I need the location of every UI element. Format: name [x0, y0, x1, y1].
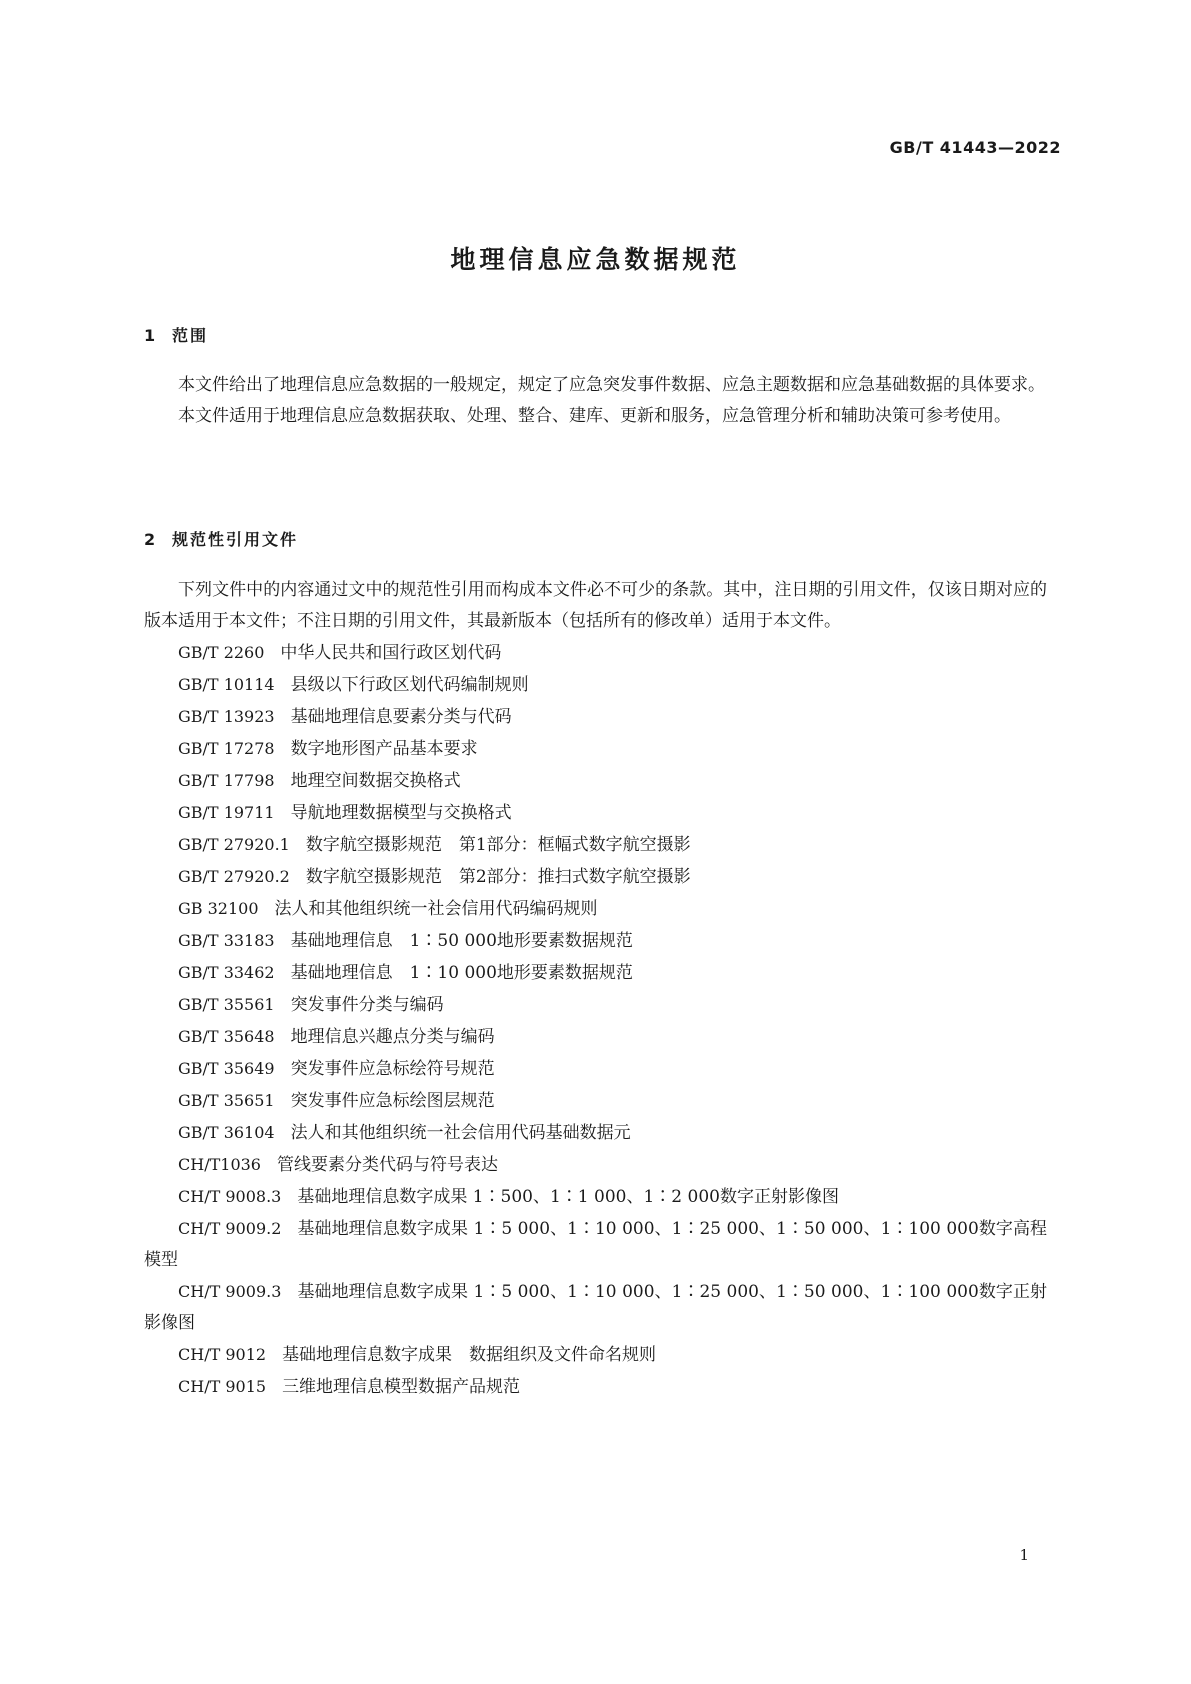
- reference-title: 突发事件应急标绘图层规范: [290, 1091, 495, 1111]
- reference-title: 基础地理信息数字成果 数据组织及文件命名规则: [282, 1345, 657, 1365]
- reference-item: [144, 1117, 1047, 1149]
- reference-code: GB/T 17798: [178, 771, 275, 790]
- reference-title: 地理信息兴趣点分类与编码: [290, 1027, 495, 1047]
- reference-item: [144, 1276, 1047, 1339]
- reference-item: [144, 925, 1047, 957]
- reference-code: GB/T 19711: [178, 803, 275, 822]
- reference-code: GB/T 33183: [178, 931, 275, 950]
- reference-title: 基础地理信息数字成果 1∶5 000、1∶10 000、1∶25 000、1∶50 000、1∶100 000数字正射影像图: [144, 1282, 1047, 1333]
- reference-item: [144, 957, 1047, 989]
- reference-code: GB/T 27920.2: [178, 867, 290, 886]
- reference-title: 基础地理信息 1∶50 000地形要素数据规范: [290, 931, 633, 951]
- reference-code: GB/T 27920.1: [178, 835, 290, 854]
- reference-code: GB/T 13923: [178, 707, 275, 726]
- reference-item: [144, 1181, 1047, 1213]
- page-number: 1: [1019, 1546, 1029, 1564]
- section-1-heading: [144, 323, 208, 346]
- section-title: 规范性引用文件: [172, 530, 299, 549]
- reference-title: 县级以下行政区划代码编制规则: [290, 675, 529, 695]
- reference-title: 法人和其他组织统一社会信用代码编码规则: [274, 899, 598, 919]
- reference-list: [144, 637, 1047, 1403]
- reference-code: CH/T 9008.3: [178, 1187, 282, 1206]
- reference-title: 突发事件应急标绘符号规范: [290, 1059, 495, 1079]
- reference-title: 基础地理信息数字成果 1∶500、1∶1 000、1∶2 000数字正射影像图: [297, 1187, 839, 1207]
- reference-item: [144, 797, 1047, 829]
- reference-title: 数字航空摄影规范 第1部分：框幅式数字航空摄影: [305, 835, 691, 855]
- standard-code: GB/T 41443—2022: [889, 138, 1061, 157]
- section-1-body: [144, 370, 1047, 432]
- section-number: 2: [144, 530, 158, 549]
- reference-code: CH/T 9012: [178, 1345, 267, 1364]
- reference-item: [144, 637, 1047, 669]
- scope-paragraph-1: 本文件给出了地理信息应急数据的一般规定，规定了应急突发事件数据、应急主题数据和应急基础数据的具体要求。: [178, 375, 1045, 395]
- reference-code: CH/T 9015: [178, 1377, 267, 1396]
- reference-code: GB/T 36104: [178, 1123, 275, 1142]
- section-2-body: [144, 575, 1047, 1403]
- reference-title: 法人和其他组织统一社会信用代码基础数据元: [290, 1123, 631, 1143]
- reference-item: [144, 989, 1047, 1021]
- reference-item: [144, 893, 1047, 925]
- reference-code: CH/T 9009.2: [178, 1219, 282, 1238]
- reference-title: 导航地理数据模型与交换格式: [290, 803, 512, 823]
- reference-code: GB/T 35648: [178, 1027, 275, 1046]
- reference-item: [144, 1021, 1047, 1053]
- reference-item: [144, 733, 1047, 765]
- reference-title: 管线要素分类代码与符号表达: [276, 1155, 498, 1175]
- reference-title: 中华人民共和国行政区划代码: [280, 643, 502, 663]
- section-title: 范围: [172, 326, 209, 345]
- reference-item: [144, 1339, 1047, 1371]
- reference-title: 基础地理信息数字成果 1∶5 000、1∶10 000、1∶25 000、1∶50 000、1∶100 000数字高程模型: [144, 1219, 1047, 1270]
- section-number: 1: [144, 326, 158, 345]
- reference-item: [144, 1149, 1047, 1181]
- reference-title: 基础地理信息 1∶10 000地形要素数据规范: [290, 963, 633, 983]
- references-intro: 下列文件中的内容通过文中的规范性引用而构成本文件必不可少的条款。其中，注日期的引用文件，仅该日期对应的版本适用于本文件；不注日期的引用文件，其最新版本（包括所有的修改单）适用于本文件。: [144, 580, 1047, 631]
- reference-code: CH/T 9009.3: [178, 1282, 282, 1301]
- reference-item: [144, 701, 1047, 733]
- reference-code: GB/T 2260: [178, 643, 265, 662]
- reference-item: [144, 829, 1047, 861]
- reference-code: GB/T 33462: [178, 963, 275, 982]
- reference-title: 基础地理信息要素分类与代码: [290, 707, 512, 727]
- reference-item: [144, 1085, 1047, 1117]
- reference-item: [144, 1053, 1047, 1085]
- reference-item: [144, 669, 1047, 701]
- reference-code: GB/T 17278: [178, 739, 275, 758]
- reference-code: GB/T 35561: [178, 995, 275, 1014]
- reference-code: CH/T1036: [178, 1155, 261, 1174]
- reference-item: [144, 765, 1047, 797]
- scope-paragraph-2: 本文件适用于地理信息应急数据获取、处理、整合、建库、更新和服务，应急管理分析和辅助决策可参考使用。: [178, 406, 1011, 426]
- reference-item: [144, 861, 1047, 893]
- reference-code: GB 32100: [178, 899, 259, 918]
- reference-title: 突发事件分类与编码: [290, 995, 444, 1015]
- reference-item: [144, 1213, 1047, 1276]
- reference-title: 地理空间数据交换格式: [290, 771, 461, 791]
- reference-item: [144, 1371, 1047, 1403]
- document-title: 地理信息应急数据规范: [450, 245, 741, 274]
- reference-code: GB/T 35651: [178, 1091, 275, 1110]
- reference-title: 数字航空摄影规范 第2部分：推扫式数字航空摄影: [305, 867, 691, 887]
- reference-title: 数字地形图产品基本要求: [290, 739, 478, 759]
- reference-code: GB/T 10114: [178, 675, 275, 694]
- reference-title: 三维地理信息模型数据产品规范: [282, 1377, 521, 1397]
- section-2-heading: [144, 527, 298, 550]
- reference-code: GB/T 35649: [178, 1059, 275, 1078]
